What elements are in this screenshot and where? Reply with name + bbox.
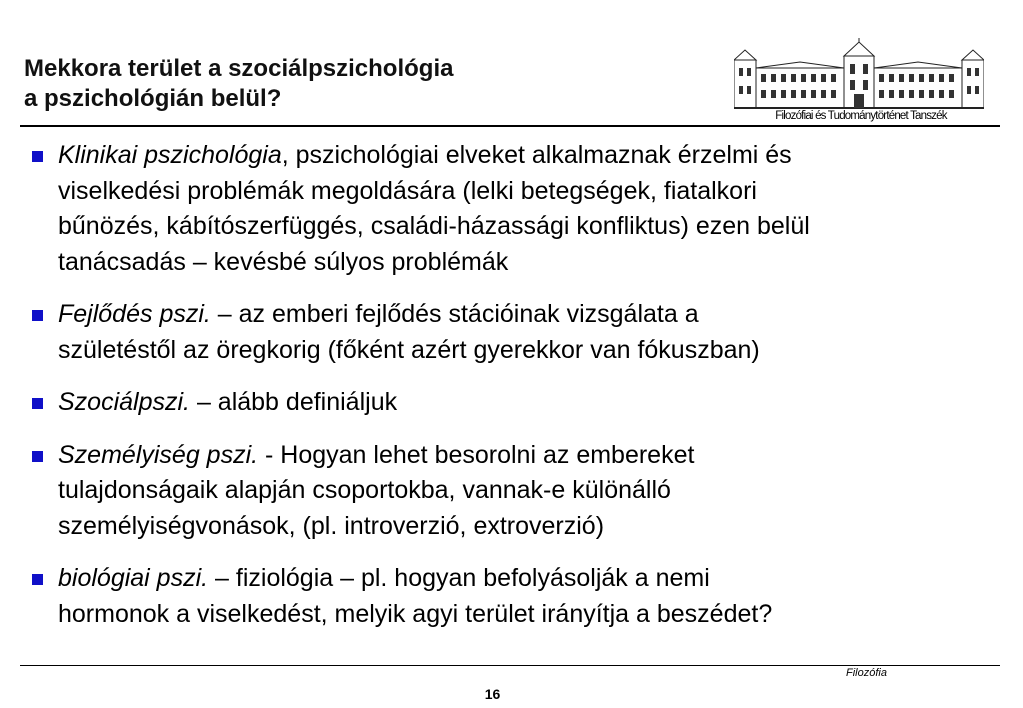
bullet-lead: Fejlődés pszi. [58, 300, 211, 328]
square-bullet-icon [32, 574, 43, 585]
slide-title [24, 54, 664, 114]
bullet-line: bűnözés, kábítószerfüggés, családi-házassági konfliktus) ezen belül [58, 212, 810, 240]
bullet-lead: Szociálpszi. [58, 388, 190, 416]
page-number: 16 [484, 686, 501, 702]
bullet-item [28, 438, 1003, 545]
bullet-line [58, 561, 1003, 597]
footer-divider [20, 665, 1000, 666]
bullet-line [58, 385, 1003, 421]
header-divider [20, 125, 1000, 127]
bullet-item [28, 561, 1003, 632]
bullet-text: - Hogyan lehet besorolni az embereket [258, 440, 695, 469]
bullet-item [28, 297, 1003, 368]
bullet-text: – az emberi fejlődés stációinak vizsgálata a [210, 300, 699, 328]
bullet-lead: Klinikai pszichológia [58, 141, 282, 169]
bullet-lead: biológiai pszi. [58, 564, 209, 592]
bullet-item [28, 385, 1003, 421]
bullet-line: születéstől az öregkorig (főként azért gyerekkor van fókuszban) [58, 335, 760, 364]
footer-label: Filozófia [846, 667, 887, 679]
bullet-line: személyiségvonások, (pl. introverzió, extroverzió) [58, 511, 605, 540]
bullet-line: viselkedési problémák megoldására (lelki betegségek, fiatalkori [58, 176, 757, 205]
bullet-text: , pszichológiai elveket alkalmaznak érzelmi és [281, 141, 792, 169]
logo-caption: Filozófiai és Tudománytörténet Tanszék [775, 110, 947, 122]
square-bullet-icon [32, 451, 43, 462]
square-bullet-icon [32, 398, 43, 409]
bullet-line: hormonok a viselkedést, melyik agyi terület irányítja a beszédet? [58, 599, 773, 628]
slide-title-line-2: a pszichológián belül? [24, 85, 282, 112]
bullet-line [58, 438, 1003, 474]
slide-title-line-1: Mekkora terület a szociálpszichológia [24, 55, 454, 82]
bullet-text: – fiziológia – pl. hogyan befolyásolják a nemi [208, 564, 710, 592]
bullet-line: tanácsadás – kevésbé súlyos problémák [58, 247, 509, 276]
bullet-text: – alább definiáljuk [190, 388, 398, 416]
bullet-line: tulajdonságaik alapján csoportokba, vannak-e különálló [58, 476, 671, 504]
bullet-list [28, 138, 1003, 649]
bullet-line [58, 138, 1003, 174]
square-bullet-icon [32, 151, 43, 162]
square-bullet-icon [32, 310, 43, 321]
bullet-line [58, 297, 1003, 333]
bullet-item [28, 138, 1003, 280]
bullet-lead: Személyiség pszi. [58, 440, 259, 469]
